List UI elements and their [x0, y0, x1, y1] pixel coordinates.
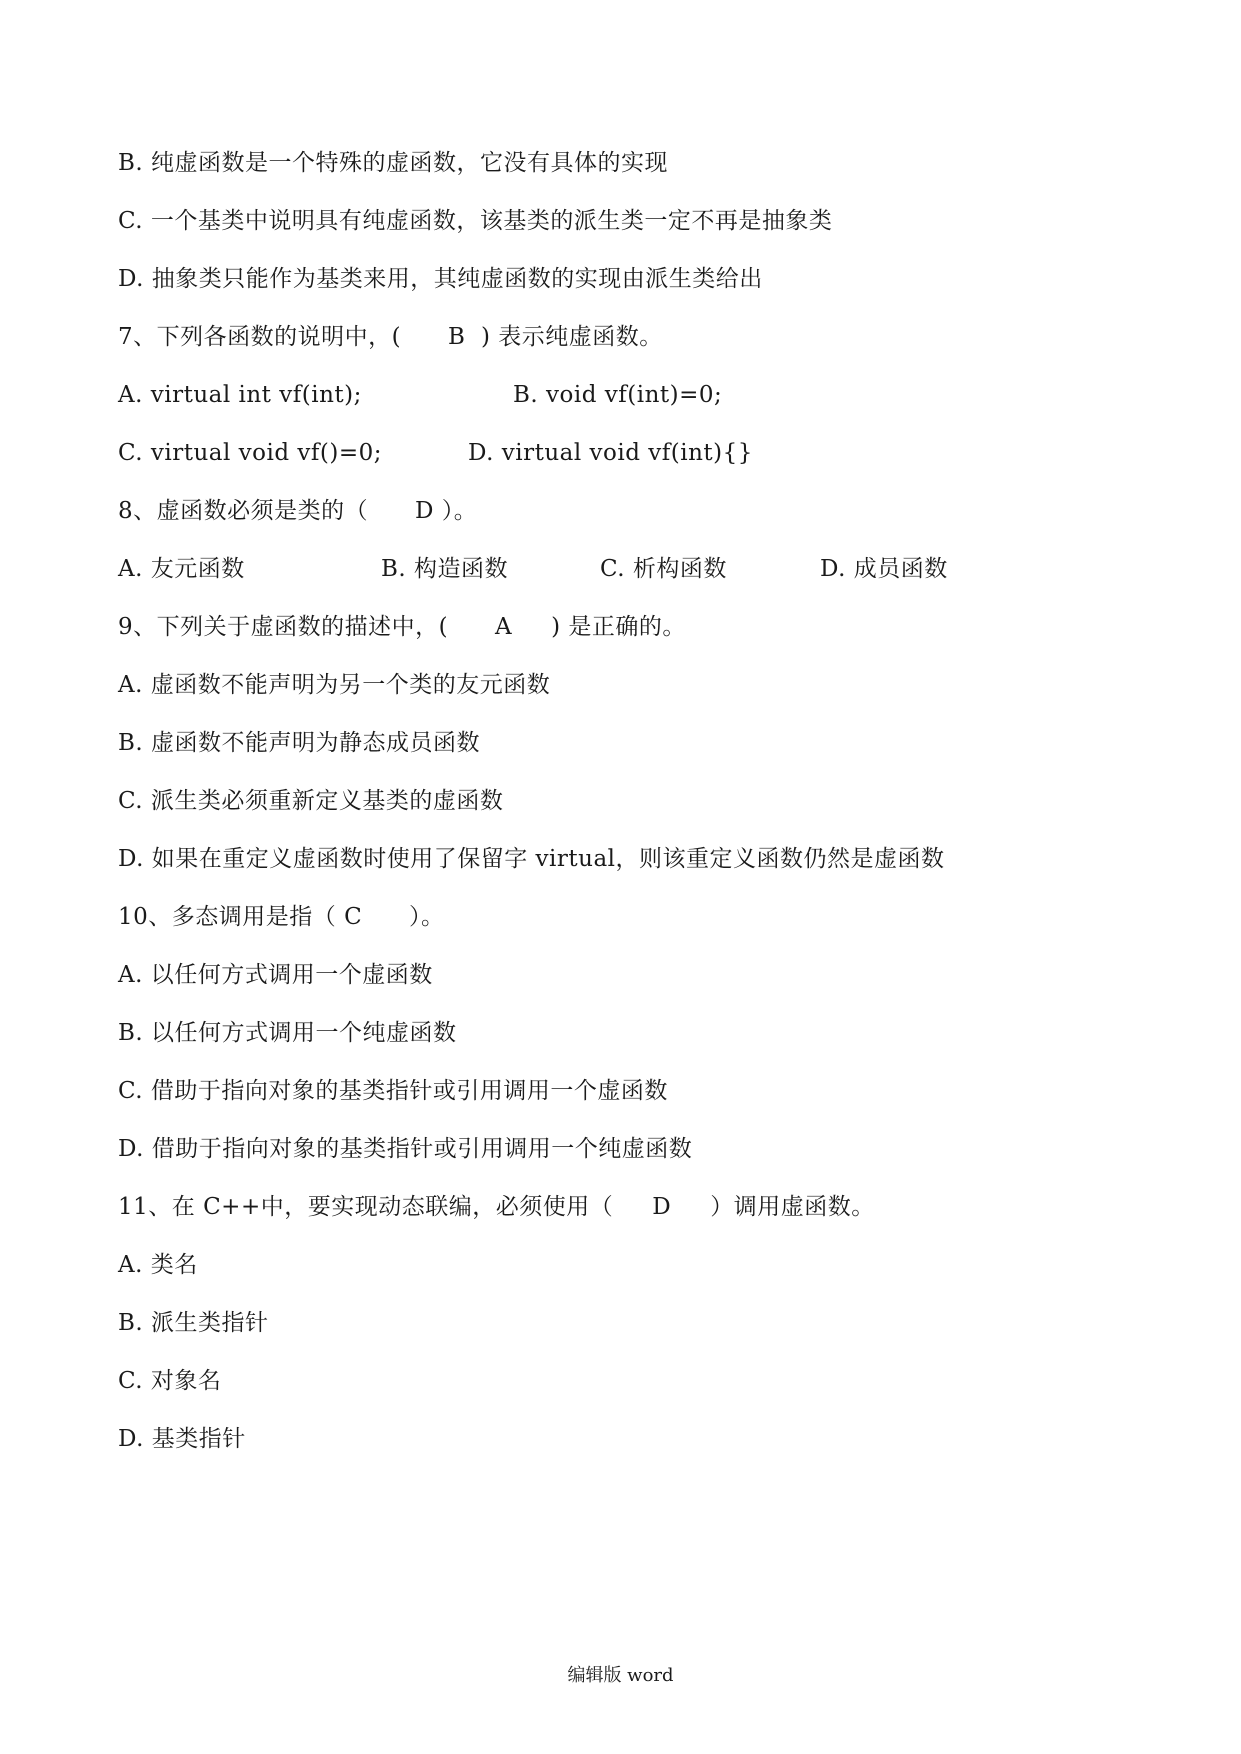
question-text: 7、下列各函数的说明中，( B ) 表示纯虚函数。 [118, 324, 663, 350]
q8-option-c: C. 析构函数 [600, 556, 727, 582]
option-text: C. 对象名 [118, 1368, 222, 1394]
q9-option-b [118, 728, 480, 758]
q7-option-a: A. virtual int vf(int); [118, 382, 362, 408]
q11-option-c [118, 1366, 221, 1396]
q11-option-d [118, 1424, 246, 1454]
question-11 [118, 1192, 875, 1222]
option-text: B. 虚函数不能声明为静态成员函数 [118, 730, 481, 756]
question-10 [118, 902, 445, 932]
question-9 [118, 612, 686, 642]
page-footer: 编辑版 word [567, 1665, 674, 1686]
option-text: A. 类名 [118, 1252, 198, 1278]
option-text: B. 纯虚函数是一个特殊的虚函数，它没有具体的实现 [118, 150, 669, 176]
option-text: C. 派生类必须重新定义基类的虚函数 [118, 788, 504, 814]
question-7 [118, 322, 663, 352]
option-text: D. 如果在重定义虚函数时使用了保留字 virtual，则该重定义函数仍然是虚函数 [118, 846, 945, 872]
q8-option-a: A. 友元函数 [118, 556, 245, 582]
option-text: A. 以任何方式调用一个虚函数 [118, 962, 433, 988]
option-text: B. 以任何方式调用一个纯虚函数 [118, 1020, 457, 1046]
q10-option-d [118, 1134, 692, 1164]
q8-option-d: D. 成员函数 [820, 556, 948, 582]
q11-option-a [118, 1250, 198, 1280]
option-text: A. 虚函数不能声明为另一个类的友元函数 [118, 672, 551, 698]
q10-option-b [118, 1018, 457, 1048]
question-text: 9、下列关于虚函数的描述中，( A ) 是正确的。 [118, 614, 686, 640]
q6-option-d [118, 264, 763, 294]
question-text: 8、虚函数必须是类的（ D ）。 [118, 498, 478, 524]
q10-option-c [118, 1076, 668, 1106]
q9-option-a [118, 670, 550, 700]
question-8 [118, 496, 477, 526]
q11-option-b [118, 1308, 269, 1338]
option-text: B. 派生类指针 [118, 1310, 269, 1336]
q8-option-b: B. 构造函数 [381, 556, 509, 582]
question-text: 10、多态调用是指（ C ）。 [118, 904, 445, 930]
q7-option-d: D. virtual void vf(int){} [468, 440, 753, 466]
q9-option-c [118, 786, 503, 816]
q10-option-a [118, 960, 433, 990]
option-text: C. 借助于指向对象的基类指针或引用调用一个虚函数 [118, 1078, 668, 1104]
option-text: C. 一个基类中说明具有纯虚函数，该基类的派生类一定不再是抽象类 [118, 208, 833, 234]
option-text: D. 借助于指向对象的基类指针或引用调用一个纯虚函数 [118, 1136, 693, 1162]
option-text: D. 抽象类只能作为基类来用，其纯虚函数的实现由派生类给出 [118, 266, 763, 292]
q6-option-b [118, 148, 668, 178]
q6-option-c [118, 206, 832, 236]
q7-option-b: B. void vf(int)=0; [513, 382, 723, 408]
q9-option-d [118, 844, 945, 874]
q7-option-c: C. virtual void vf()=0; [118, 440, 383, 466]
option-text: D. 基类指针 [118, 1426, 246, 1452]
question-text: 11、在 C++中，要实现动态联编，必须使用（ D ）调用虚函数。 [118, 1194, 875, 1220]
